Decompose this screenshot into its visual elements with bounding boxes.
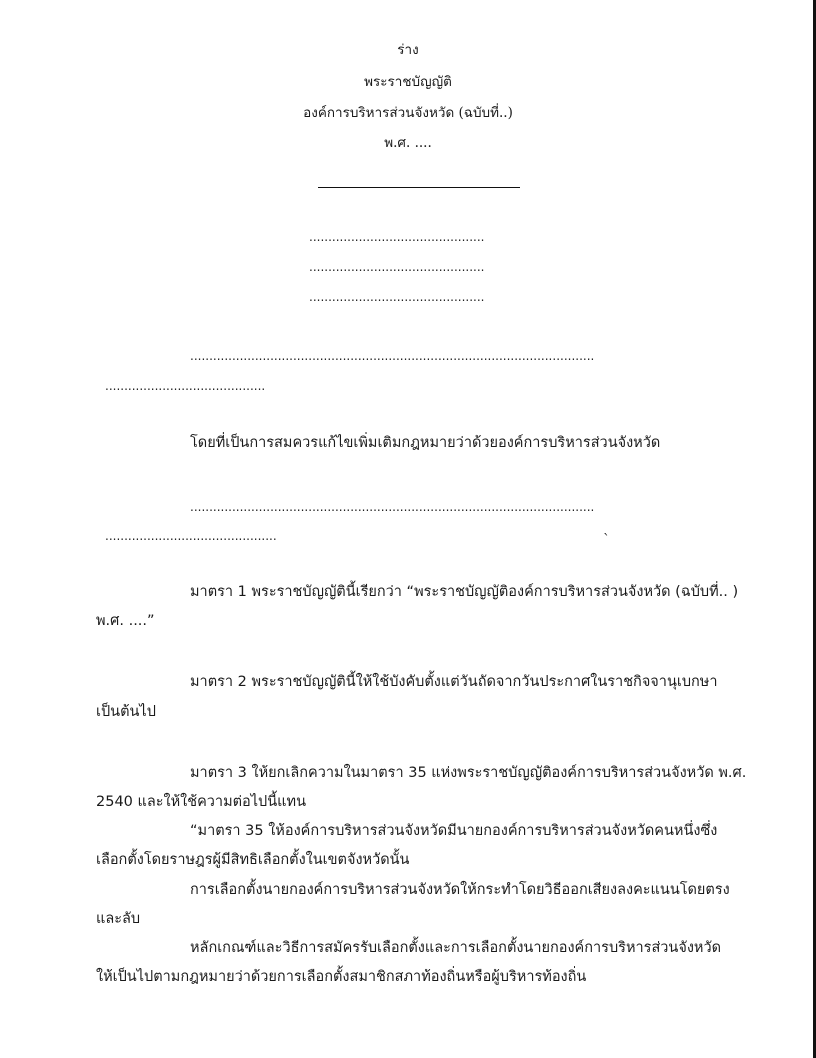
paragraph-placeholder-1-line-2: ..........................................: [105, 379, 266, 393]
section-35-para-3-line-1: หลักเกณฑ์และวิธีการสมัครรับเลือกตั้งและการเลือกตั้งนายกองค์การบริหารส่วนจังหวัด: [190, 940, 722, 956]
stray-mark: `: [603, 532, 610, 548]
section-2-line-1: มาตรา 2 พระราชบัญญัตินี้ให้ใช้บังคับตั้งแต่วันถัดจากวันประกาศในราชกิจจานุเบกษา: [190, 674, 718, 690]
section-2-line-2: เป็นต้นไป: [96, 704, 156, 720]
placeholder-line-2: ..............................................: [309, 260, 485, 274]
section-35-para-1-line-1: “มาตรา 35 ให้องค์การบริหารส่วนจังหวัดมีนายกองค์การบริหารส่วนจังหวัดคนหนึ่งซึ่ง: [190, 823, 718, 839]
section-35-para-3-line-2: ให้เป็นไปตามกฎหมายว่าด้วยการเลือกตั้งสมาชิกสภาท้องถิ่นหรือผู้บริหารท้องถิ่น: [96, 969, 587, 985]
paragraph-placeholder-2-line-2: .............................................: [105, 529, 277, 543]
placeholder-line-3: ..............................................: [309, 290, 485, 304]
title-underline: [318, 187, 520, 188]
draft-label: ร่าง: [397, 42, 419, 58]
act-year: พ.ศ. ....: [384, 135, 432, 151]
section-3-line-2: 2540 และให้ใช้ความต่อไปนี้แทน: [96, 794, 306, 810]
paragraph-placeholder-2-line-1: ..........................................................................................................: [190, 500, 595, 514]
act-title: องค์การบริหารส่วนจังหวัด (ฉบับที่..): [303, 105, 513, 121]
section-1-line-1: มาตรา 1 พระราชบัญญัตินี้เรียกว่า “พระราชบัญญัติองค์การบริหารส่วนจังหวัด (ฉบับที่.. ): [190, 584, 739, 600]
section-1-line-2: พ.ศ. ....”: [96, 613, 155, 629]
placeholder-line-1: ..............................................: [309, 230, 485, 244]
act-type: พระราชบัญญัติ: [364, 74, 452, 90]
section-35-para-2-line-2: และลับ: [96, 911, 141, 927]
preamble-text: โดยที่เป็นการสมควรแก้ไขเพิ่มเติมกฎหมายว่าด้วยองค์การบริหารส่วนจังหวัด: [190, 435, 661, 451]
section-35-para-1-line-2: เลือกตั้งโดยราษฎรผู้มีสิทธิเลือกตั้งในเขตจังหวัดนั้น: [96, 852, 410, 868]
paragraph-placeholder-1-line-1: ..........................................................................................................: [190, 349, 595, 363]
section-3-line-1: มาตรา 3 ให้ยกเลิกความในมาตรา 35 แห่งพระราชบัญญัติองค์การบริหารส่วนจังหวัด พ.ศ.: [190, 765, 747, 781]
section-35-para-2-line-1: การเลือกตั้งนายกองค์การบริหารส่วนจังหวัดให้กระทำโดยวิธีออกเสียงลงคะแนนโดยตรง: [190, 882, 730, 898]
